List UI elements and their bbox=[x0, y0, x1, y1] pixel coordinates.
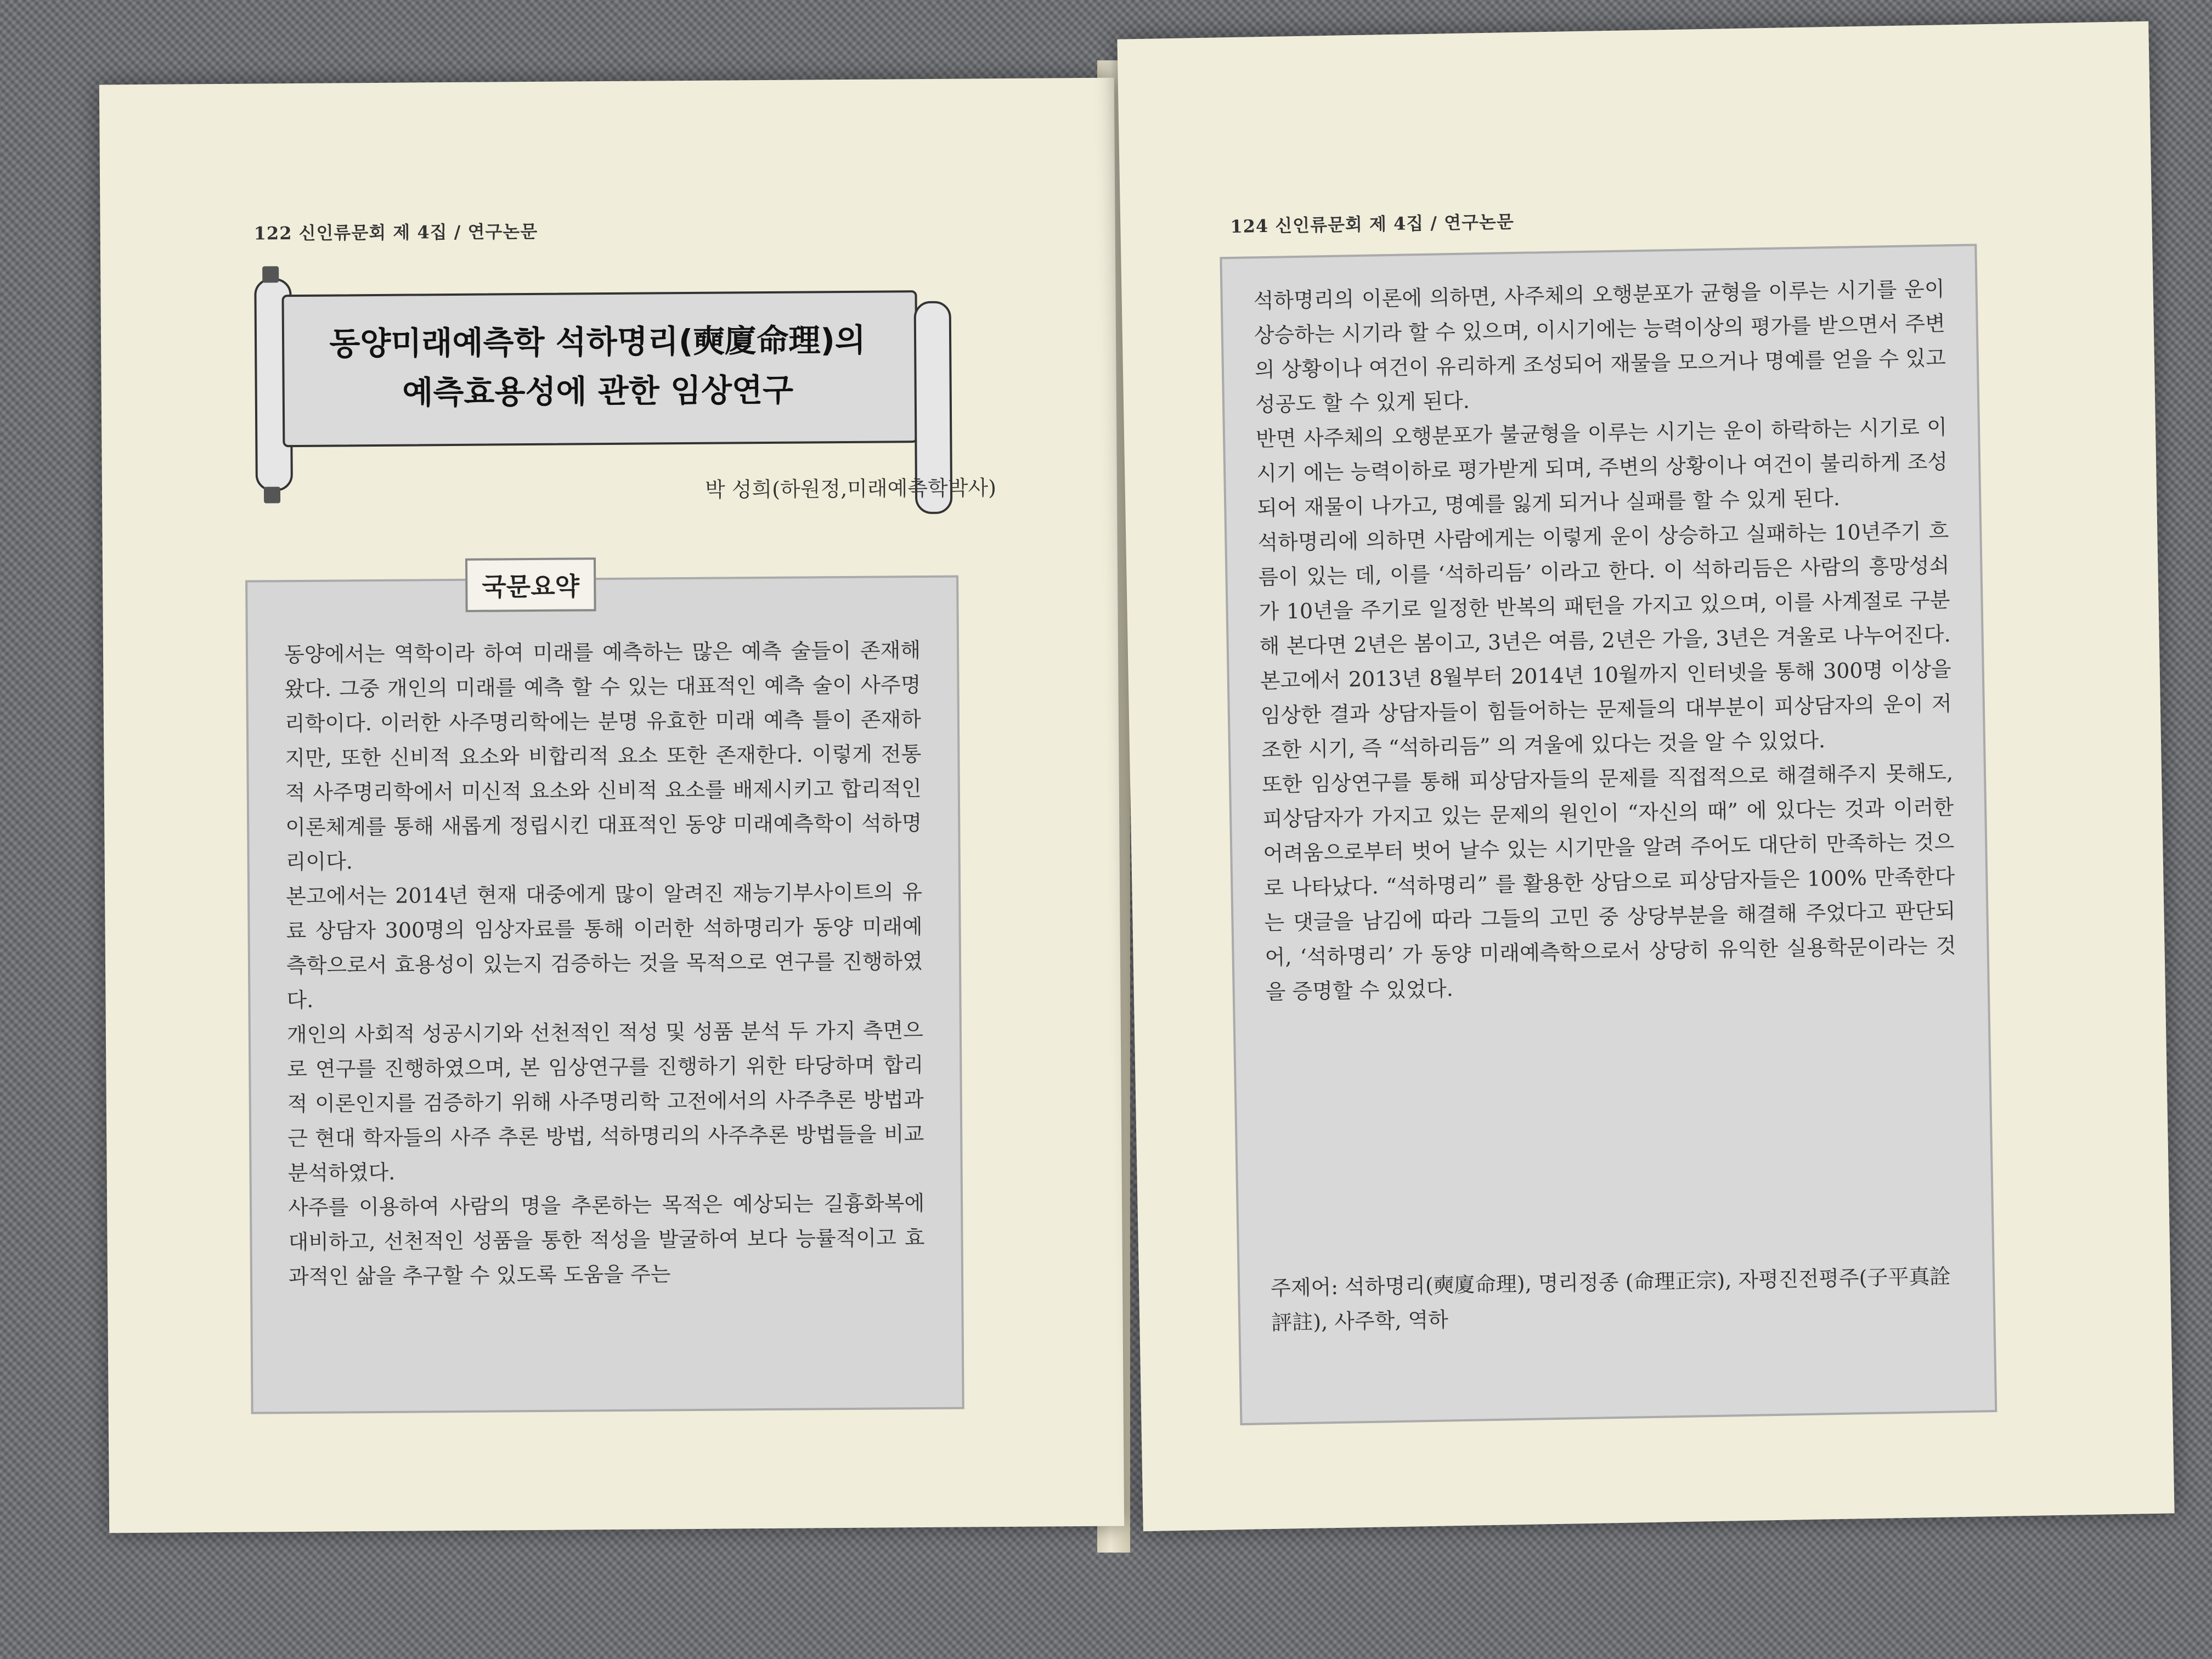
left-page bbox=[99, 78, 1124, 1533]
summary-heading: 국문요약 bbox=[465, 557, 596, 612]
paragraph: 석하명리의 이론에 의하면, 사주체의 오행분포가 균형을 이루는 시기를 운이 상승하는 시기라 할 수 있으며, 이시기에는 능력이상의 평가를 받으면서 주변의 상황이나 여건이 유리하게 조성되어 재물을 모으거나 명예를 얻을 수 있고 성공도 할 수 있게 된다. bbox=[1253, 276, 1946, 417]
title-line-2: 예측효용성에 관한 임상연구 bbox=[402, 371, 794, 411]
paper-title bbox=[282, 315, 913, 418]
paragraph: 동양에서는 역학이라 하여 미래를 예측하는 많은 예측 술들이 존재해 왔다. 그중 개인의 미래를 예측 할 수 있는 대표적인 예측 술이 사주명리학이다. 이러한 사주명리학에는 분명 유효한 미래 예측 틀이 존재하지만, 또한 신비적 요소와 비합리적 요소 또한 존재한다. 이렇게 전통적 사주명리학에서 미신적 요소와 신비적 요소를 배제시키고 합리적인 이론체계를 통해 새롭게 정립시킨 대표적인 동양 미래예측학이 석하명리이다. bbox=[284, 638, 922, 874]
paragraph: 또한 임상연구를 통해 피상담자들의 문제를 직접적으로 해결해주지 못해도, 피상담자가 가지고 있는 문제의 원인이 “자신의 때” 에 있다는 것과 이러한 어려움으로부터 벗어 날수 있는 시기만을 알려 주어도 대단히 만족하는 것으로 나타났다. “석하명리” 를 활용한 상담으로 피상담자들은 100% 만족한다는 댓글을 남김에 따라 그들의 고민 중 상당부분을 해결해 주었다고 판단되어, ‘석하명리’ 가 동양 미래예측학으로서 상당히 유익한 실용학문이라는 것을 증명할 수 있었다. bbox=[1261, 760, 1956, 1005]
paragraph: 석하명리에 의하면 사람에게는 이렇게 운이 상승하고 실패하는 10년주기 흐름이 있는 데, 이를 ‘석하리듬’ 이라고 한다. 이 석하리듬은 사람의 흥망성쇠가 10년을 주기로 일정한 반복의 패턴을 가지고 있으며, 이를 사계절로 구분해 본다면 2년은 봄이고, 3년은 여름, 2년은 가을, 3년은 겨울로 나누어진다. 본고에서 2013년 8월부터 2014년 10월까지 인터넷을 통해 300명 이상을 임상한 결과 상담자들이 힘들어하는 문제들의 대부분이 피상담자의 운이 저조한 시기, 즉 “석하리듬” 의 겨울에 있다는 것을 알 수 있었다. bbox=[1257, 518, 1953, 763]
summary-text bbox=[1253, 272, 1957, 1009]
paragraph: 사주를 이용하여 사람의 명을 추론하는 목적은 예상되는 길흉화복에 대비하고, 선천적인 성품을 통한 적성을 발굴하여 보다 능률적이고 효과적인 삶을 추구할 수 있도록 도움을 주는 bbox=[287, 1191, 925, 1289]
title-line-1: 동양미래예측학 석하명리(奭廈命理)의 bbox=[329, 321, 866, 363]
running-head: 122 신인류문회 제 4집 / 연구논문 bbox=[253, 221, 538, 244]
summary-text bbox=[284, 633, 925, 1294]
paragraph: 본고에서는 2014년 현재 대중에게 많이 알려진 재능기부사이트의 유료 상담자 300명의 임상자료를 통해 이러한 석하명리가 동양 미래예측학으로서 효용성이 있는지 검증하는 것을 목적으로 연구를 진행하였다. bbox=[285, 880, 923, 1013]
author: 박 성희(하원정,미래예측학박사) bbox=[704, 476, 997, 502]
paragraph: 개인의 사회적 성공시기와 선천적인 적성 및 성품 분석 두 가지 측면으로 연구를 진행하였으며, 본 임상연구를 진행하기 위한 타당하며 합리적 이론인지를 검증하기 위해 사주명리학 고전에서의 사주추론 방법과 근 현대 학자들의 사주 추론 방법, 석하명리의 사주추론 방법들을 비교 분석하였다. bbox=[286, 1018, 924, 1186]
keywords: 주제어: 석하명리(奭廈命理), 명리정종 (命理正宗), 자평진전평주(子平真詮評註), 사주학, 역하 bbox=[1270, 1264, 1951, 1335]
paragraph: 반면 사주체의 오행분포가 불균형을 이루는 시기는 운이 하락하는 시기로 이시기 에는 능력이하로 평가받게 되며, 주변의 상황이나 여건이 불리하게 조성되어 재물이 나가고, 명예를 잃게 되거나 실패를 할 수 있게 된다. bbox=[1255, 415, 1948, 521]
right-page bbox=[1117, 21, 2174, 1531]
running-head: 124 신인류문회 제 4집 / 연구논문 bbox=[1230, 211, 1515, 238]
